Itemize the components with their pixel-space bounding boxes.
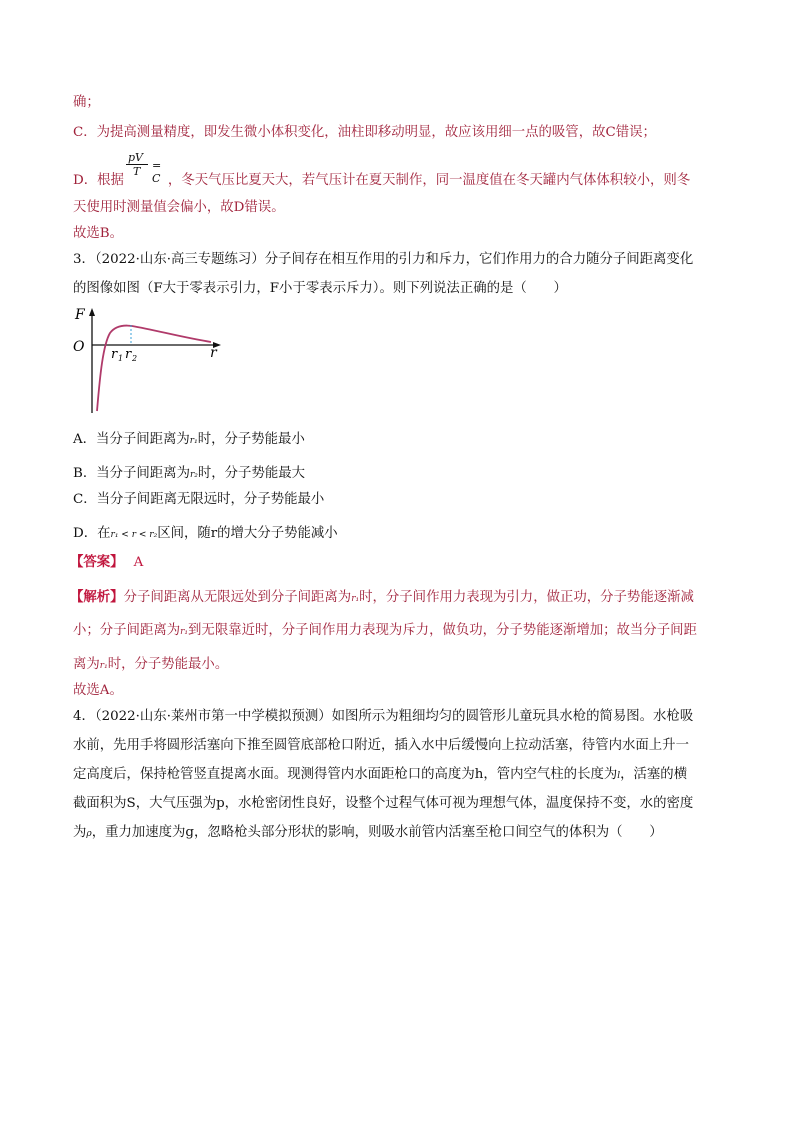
option-c: C．当分子间距离无限远时，分子势能最小 — [73, 492, 325, 507]
question-4-line: 截面积为S，大气压强为p，水枪密闭性良好，设整个过程气体可视为理想气体，温度保持不变，水的密度 — [73, 796, 694, 811]
question-text: 定高度后，保持枪管竖直提离水面。现测得管内水面距枪口的高度为h，管内空气柱的长度为 — [73, 767, 618, 782]
origin-label: O — [73, 339, 85, 355]
y-axis-label: F — [75, 307, 85, 323]
question-text: 为 — [73, 825, 87, 840]
option-text: 区间，随r的增大分子势能减小 — [157, 526, 338, 541]
analysis-tag: 【解析】 — [70, 589, 124, 605]
text-line: C．为提高测量精度，即发生微小体积变化，油柱即移动明显，故应该用细一点的吸管，故C错误； — [73, 125, 656, 140]
analysis-text: 小；分子间距离为 — [73, 623, 181, 638]
r2-subscript: 2 — [132, 354, 138, 363]
answer-line — [70, 553, 143, 572]
analysis-text: 到无限靠近时，分子间作用力表现为斥力，做负功，分子势能逐渐增加；故当分子间距 — [188, 623, 697, 638]
option-text: D．在 — [73, 526, 111, 541]
question-var: ρ — [86, 829, 92, 839]
x-axis-label: r — [210, 345, 217, 361]
option-text: A．当分子间距离为 — [73, 432, 190, 447]
analysis-text: 时，分子势能最小。 — [107, 657, 229, 672]
question-4-line: 4．（2022·山东·莱州市第一中学模拟预测）如图所示为粗细均匀的圆管形儿童玩具水枪的简易图。水枪吸 — [73, 709, 694, 724]
option-var: r₁ < r < r₂ — [110, 530, 158, 540]
analysis-line — [73, 656, 228, 675]
force-distance-graph — [70, 305, 230, 417]
r1-label: r — [111, 347, 118, 362]
question-4-line — [73, 766, 687, 785]
force-curve — [97, 326, 211, 411]
text-segment: D．根据 — [73, 173, 124, 188]
analysis-var: r₁ — [99, 661, 108, 671]
question-3-line: 的图像如图（F大于零表示引力，F小于零表示斥力）。则下列说法正确的是（ ） — [73, 281, 567, 296]
analysis-line: 故选A。 — [73, 683, 123, 698]
option-a — [73, 431, 305, 450]
question-text: ，重力加速度为g，忽略枪头部分形状的影响，则吸水前管内活塞至枪口间空气的体积为（ ） — [91, 825, 663, 840]
question-3-line: 3．（2022·山东·高三专题练习）分子间存在相互作用的引力和斥力，它们作用力的合力随分子间距离变化 — [73, 252, 694, 267]
option-b — [73, 465, 305, 484]
analysis-line — [73, 622, 697, 641]
question-4-line: 水前，先用手将圆形活塞向下推至圆管底部枪口附近，插入水中后缓慢向上拉动活塞，待管内水面上升一 — [73, 738, 689, 753]
text-line: 确； — [73, 95, 100, 110]
option-text: 时，分子势能最小 — [197, 432, 305, 447]
question-text: ，活塞的横 — [620, 767, 688, 782]
question-var: l — [617, 771, 621, 781]
option-d — [73, 525, 338, 544]
option-var: r₁ — [189, 436, 198, 446]
analysis-var: r₁ — [180, 627, 189, 637]
formula-denominator: T — [133, 165, 141, 178]
r1-subscript: 1 — [118, 354, 124, 363]
analysis-var: r₁ — [351, 594, 360, 604]
text-segment: ，冬天气压比夏天大，若气压计在夏天制作，同一温度值在冬天罐内气体体积较小，则冬 — [167, 173, 691, 188]
option-var: r₂ — [189, 470, 198, 480]
option-text: B．当分子间距离为 — [73, 466, 190, 481]
analysis-text: 时，分子间作用力表现为引力，做正功，分子势能逐渐减 — [359, 590, 694, 605]
analysis-line — [70, 588, 694, 608]
formula-equals: = C — [152, 159, 162, 185]
text-line: 天使用时测量值会偏小，故D错误。 — [73, 200, 285, 215]
text-line — [73, 172, 690, 190]
text-line: 故选B。 — [73, 226, 124, 241]
answer-letter: A — [133, 555, 144, 570]
question-4-line — [73, 824, 663, 843]
r2-label: r — [125, 347, 132, 362]
analysis-text: 离为 — [73, 657, 100, 672]
y-axis-arrow — [89, 308, 95, 316]
option-text: 时，分子势能最大 — [197, 466, 306, 481]
formula-numerator: pV — [128, 151, 143, 164]
analysis-text: 分子间距离从无限远处到分子间距离为 — [123, 590, 352, 605]
answer-tag: 【答案】 — [70, 554, 124, 570]
